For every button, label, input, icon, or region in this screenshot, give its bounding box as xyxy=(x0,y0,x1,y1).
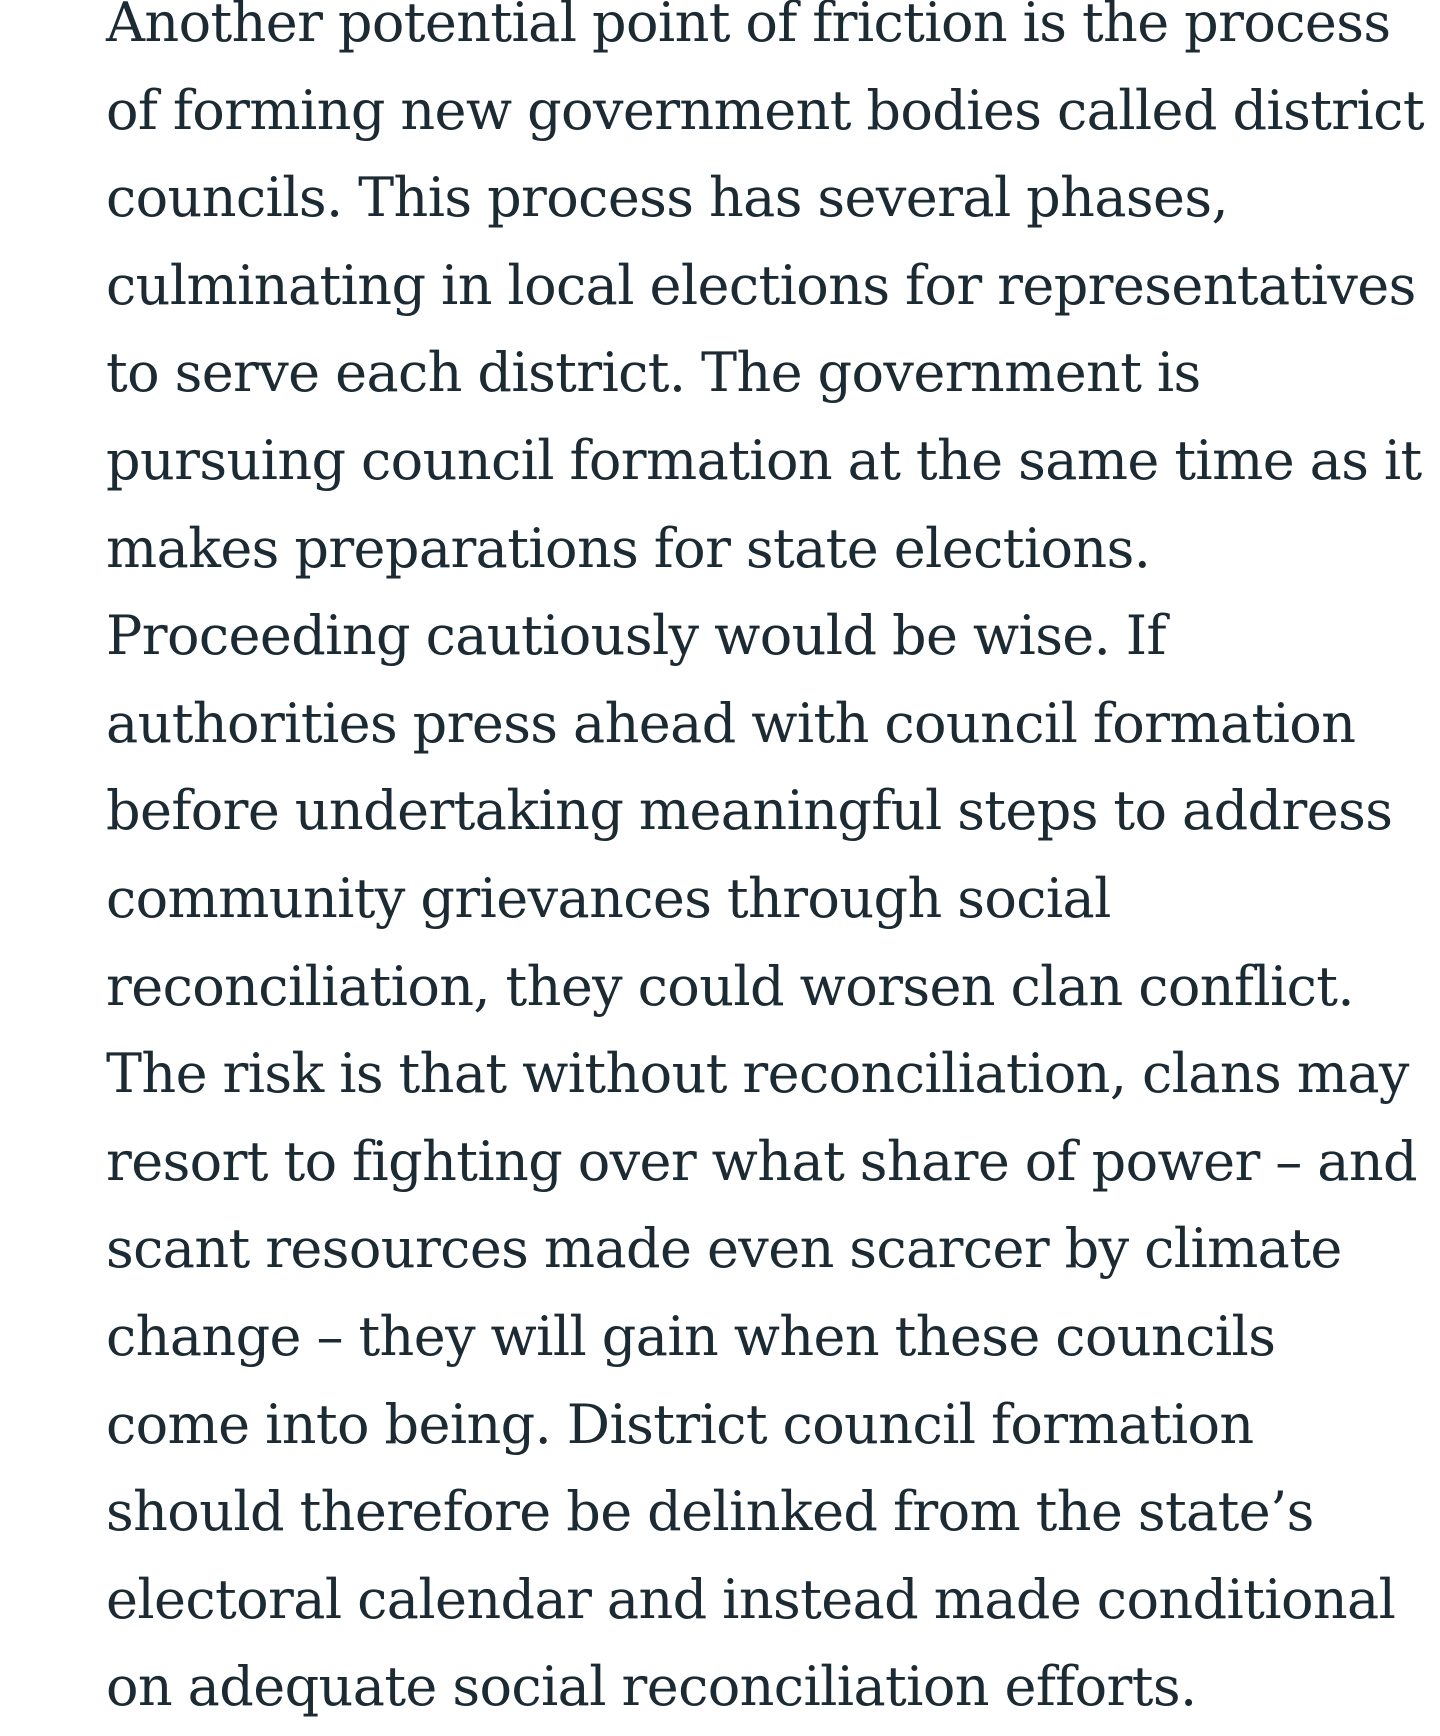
paragraph-line: pursuing council formation at the same time as it xyxy=(106,428,1422,492)
paragraph-line: Proceeding cautiously would be wise. If xyxy=(106,604,1166,668)
paragraph-line: The risk is that without reconciliation, clans may xyxy=(106,1042,1409,1106)
article-paragraph xyxy=(106,0,1424,1731)
paragraph-line: authorities press ahead with council formation xyxy=(106,691,1356,755)
paragraph-line: should therefore be delinked from the state’s xyxy=(106,1480,1314,1544)
paragraph-line: to serve each district. The government is xyxy=(106,341,1201,405)
paragraph-line: before undertaking meaningful steps to address xyxy=(106,779,1393,843)
paragraph-line: community grievances through social xyxy=(106,866,1111,930)
paragraph-line: Another potential point of friction is the process xyxy=(106,0,1391,54)
paragraph-line: scant resources made even scarcer by climate xyxy=(106,1217,1342,1281)
paragraph-line: councils. This process has several phases, xyxy=(106,166,1229,230)
paragraph-line: change – they will gain when these councils xyxy=(106,1304,1276,1368)
paragraph-line: reconciliation, they could worsen clan conflict. xyxy=(106,954,1354,1018)
paragraph-line: electoral calendar and instead made conditional xyxy=(106,1567,1396,1631)
paragraph-line: culminating in local elections for representatives xyxy=(106,253,1416,317)
paragraph-line: resort to fighting over what share of power – and xyxy=(106,1129,1417,1193)
paragraph-line: of forming new government bodies called district xyxy=(106,78,1424,142)
paragraph-line: come into being. District council formation xyxy=(106,1392,1254,1456)
paragraph-line: on adequate social reconciliation efforts. xyxy=(106,1655,1197,1719)
paragraph-line: makes preparations for state elections. xyxy=(106,516,1151,580)
